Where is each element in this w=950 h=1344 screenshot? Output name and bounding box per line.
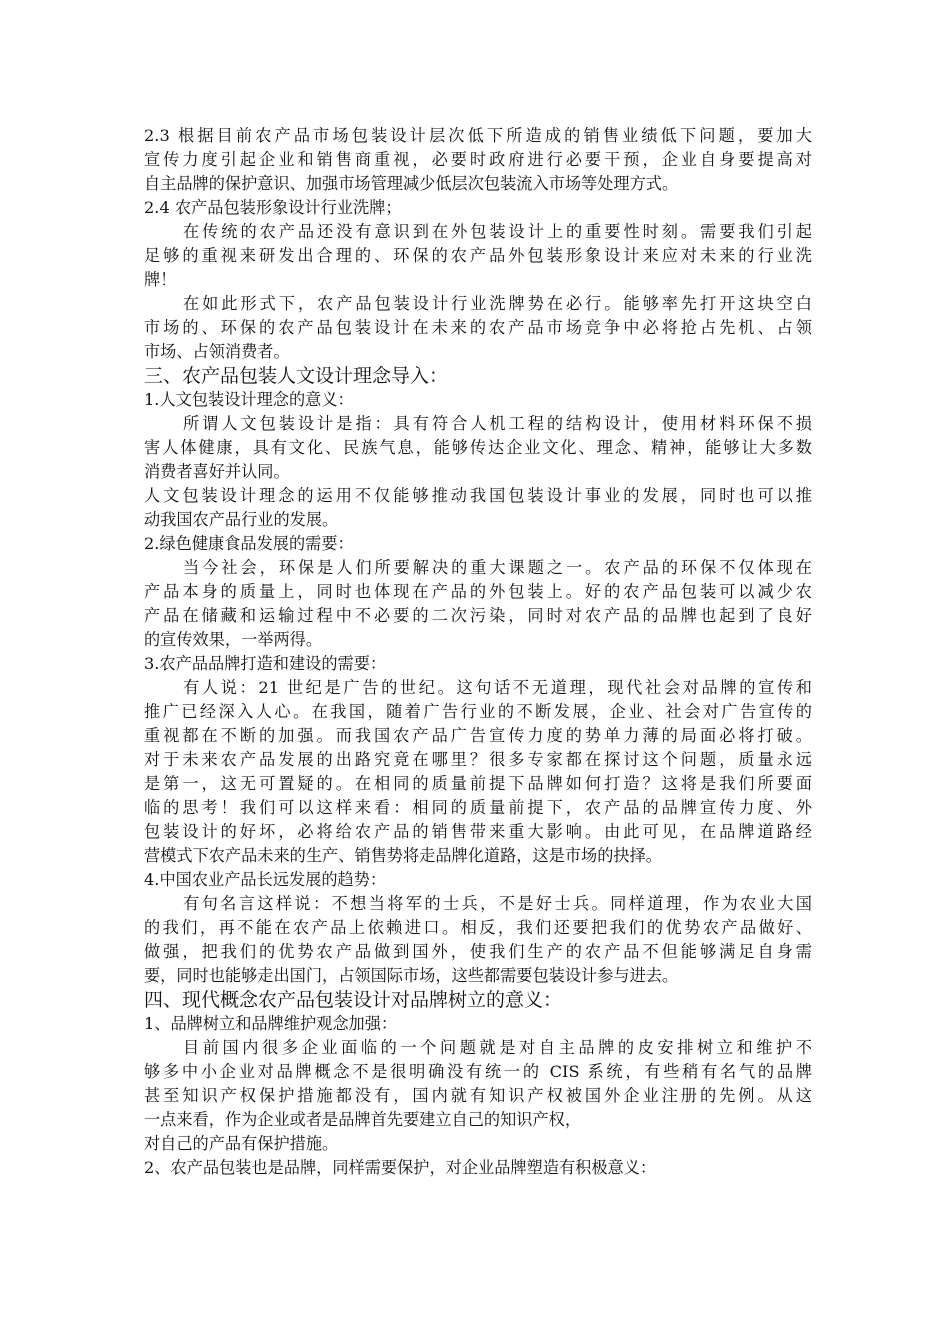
- text-line: 产品在储藏和运输过程中不必要的二次污染，同时对农产品的品牌也起到了良好: [144, 606, 812, 625]
- text-line: 做强，把我们的优势农产品做到国外，使我们生产的农产品不但能够满足自身需: [144, 942, 812, 961]
- paragraph-first-line: 在如此形式下，农产品包装设计行业洗牌势在必行。能够率先打开这块空白: [183, 294, 812, 313]
- text-line: 是第一，这无可置疑的。在相同的质量前提下品牌如何打造？这将是我们所要面: [144, 774, 812, 793]
- text-line: 的我们，再不能在农产品上依赖进口。相反，我们还要把我们的优势农产品做好、: [144, 918, 812, 937]
- text-line: 对自己的产品有保护措施。: [144, 1134, 339, 1153]
- text-line: 1、品牌树立和品牌维护观念加强：: [144, 1014, 398, 1033]
- section-heading: 三、农产品包装人文设计理念导入：: [144, 365, 449, 387]
- text-line: 包装设计的好坏，必将给农产品的销售带来重大影响。由此可见，在品牌道路经: [144, 822, 812, 841]
- paragraph-first-line: 有句名言这样说：不想当将军的士兵，不是好士兵。同样道理，作为农业大国: [183, 894, 812, 913]
- text-line: 重视都在不断的加强。而我国农产品广告宣传力度的势单力薄的局面必将打破。: [144, 726, 812, 745]
- text-line: 甚至知识产权保护措施都没有，国内就有知识产权被国外企业注册的先例。从这: [144, 1086, 812, 1105]
- text-line: 自主品牌的保护意识、加强市场管理减少低层次包装流入市场等处理方式。: [144, 174, 679, 193]
- text-line: 消费者喜好并认同。: [144, 462, 290, 481]
- paragraph-first-line: 在传统的农产品还没有意识到在外包装设计上的重要性时刻。需要我们引起: [183, 222, 812, 241]
- text-line: 产品本身的质量上，同时也体现在产品的外包装上。好的农产品包装可以减少农: [144, 582, 812, 601]
- text-line: 的宣传效果，一举两得。: [144, 630, 323, 649]
- paragraph-first-line: 所谓人文包装设计是指：具有符合人机工程的结构设计，使用材料环保不损: [183, 414, 812, 433]
- text-line: 4.中国农业产品长远发展的趋势：: [144, 870, 387, 889]
- text-line: 足够的重视来研发出合理的、环保的农产品外包装形象设计来应对未来的行业洗: [144, 246, 812, 265]
- text-line: 人文包装设计理念的运用不仅能够推动我国包装设计事业的发展，同时也可以推: [144, 486, 812, 505]
- text-line: 3.农产品品牌打造和建设的需要：: [144, 654, 387, 673]
- paragraph-first-line: 目前国内很多企业面临的一个问题就是对自主品牌的皮安排树立和维护不: [183, 1038, 812, 1057]
- text-line: 够多中小企业对品牌概念不是很明确没有统一的 CIS 系统，有些稍有名气的品牌: [144, 1062, 812, 1081]
- text-line: 2.3 根据目前农产品市场包装设计层次低下所造成的销售业绩低下问题，要加大: [144, 126, 812, 145]
- text-line: 对于未来农产品发展的出路究竟在哪里？很多专家都在探讨这个问题，质量永远: [144, 750, 812, 769]
- text-line: 害人体健康，具有文化、民族气息，能够传达企业文化、理念、精神，能够让大多数: [144, 438, 812, 457]
- text-line: 2、农产品包装也是品牌，同样需要保护，对企业品牌塑造有积极意义：: [144, 1158, 657, 1177]
- text-line: 临的思考！我们可以这样来看：相同的质量前提下，农产品的品牌宣传力度、外: [144, 798, 812, 817]
- paragraph-first-line: 当今社会，环保是人们所要解决的重大课题之一。农产品的环保不仅体现在: [183, 558, 812, 577]
- text-line: 1.人文包装设计理念的意义：: [144, 390, 354, 409]
- text-line: 2.4 农产品包装形象设计行业洗牌；: [144, 198, 402, 217]
- document-page: [144, 124, 812, 1180]
- paragraph-first-line: 有人说：21 世纪是广告的世纪。这句话不无道理，现代社会对品牌的宣传和: [183, 678, 812, 697]
- text-line: 宣传力度引起企业和销售商重视，必要时政府进行必要干预，企业自身要提高对: [144, 150, 812, 169]
- text-line: 牌！: [144, 270, 177, 289]
- text-line: 一点来看，作为企业或者是品牌首先要建立自己的知识产权，: [144, 1110, 582, 1129]
- text-line: 市场、占领消费者。: [144, 342, 290, 361]
- text-line: 2.绿色健康食品发展的需要：: [144, 534, 354, 553]
- section-heading: 四、现代概念农产品包装设计对品牌树立的意义：: [144, 989, 563, 1011]
- text-line: 营模式下农产品未来的生产、销售势将走品牌化道路，这是市场的抉择。: [144, 846, 662, 865]
- text-line: 推广已经深入人心。在我国，随着广告行业的不断发展，企业、社会对广告宣传的: [144, 702, 812, 721]
- text-line: 动我国农产品行业的发展。: [144, 510, 339, 529]
- text-line: 要，同时也能够走出国门，占领国际市场，这些都需要包装设计参与进去。: [144, 966, 679, 985]
- text-line: 市场的、环保的农产品包装设计在未来的农产品市场竞争中必将抢占先机、占领: [144, 318, 812, 337]
